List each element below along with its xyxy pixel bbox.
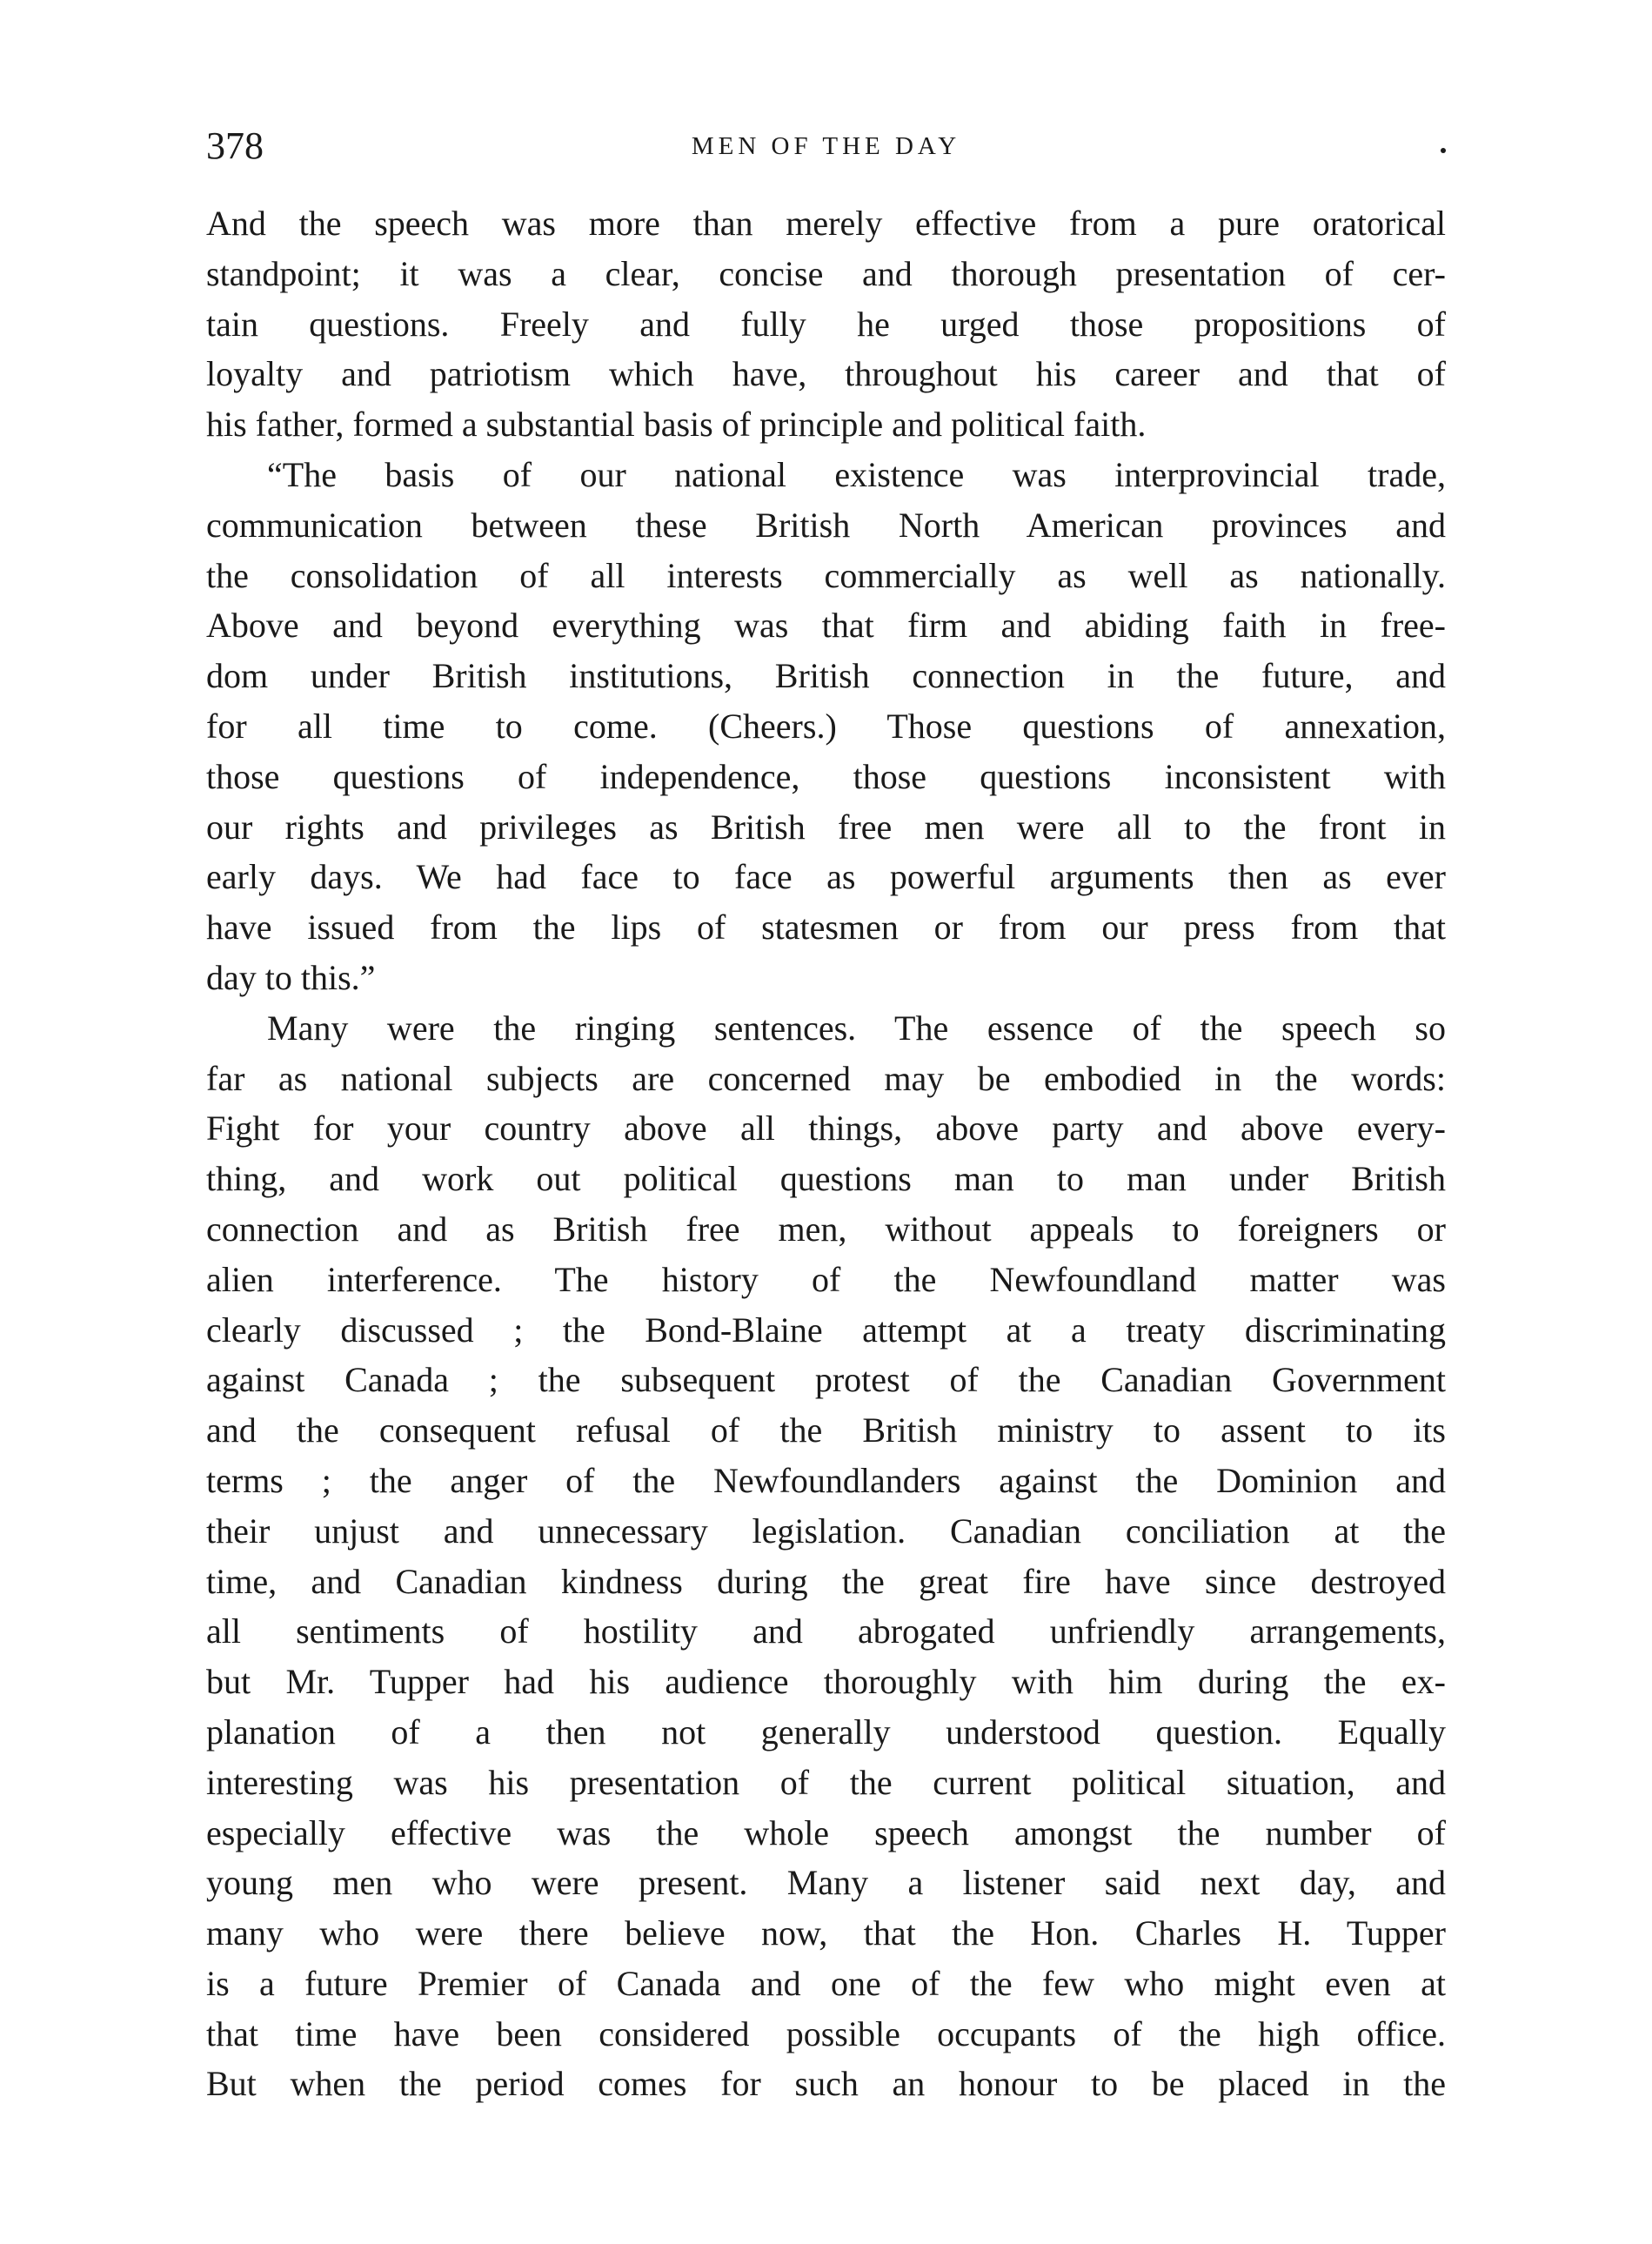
text-line: dom under British institutions, British connection in the future, and [206,656,1446,696]
text-line: Fight for your country above all things, above party and above every- [206,1109,1446,1149]
text-line: especially effective was the whole speech amongst the number of [206,1812,1446,1852]
text-line: many who were there believe now, that the Hon. Charles H. Tupper [206,1913,1446,1953]
page-header [206,120,1446,172]
text-line: is a future Premier of Canada and one of the few who might even at [206,1963,1446,2003]
running-head: MEN OF THE DAY [691,132,961,160]
text-line: day to this.” [206,957,376,997]
text-line: and the consequent refusal of the British ministry to assent to its [206,1410,1446,1450]
text-line: thing, and work out political questions man to man under British [206,1159,1446,1199]
text-line: clearly discussed ; the Bond-Blaine attempt at a treaty discriminating [206,1310,1446,1350]
text-line: But when the period comes for such an honour to be placed in the [206,2064,1446,2104]
text-line: but Mr. Tupper had his audience thoroughly with him during the ex- [206,1662,1446,1702]
text-line: tain questions. Freely and fully he urged those propositions of [206,304,1446,344]
text-line: the consolidation of all interests commercially as well as nationally. [206,555,1446,595]
text-line: early days. We had face to face as powerful arguments then as ever [206,857,1446,897]
text-line: Many were the ringing sentences. The essence of the speech so [267,1008,1446,1048]
text-line: those questions of independence, those questions inconsistent with [206,756,1446,796]
text-line: connection and as British free men, without appeals to foreigners or [206,1209,1446,1249]
body-text [206,198,1446,2109]
page-number: 378 [206,124,264,167]
text-line: time, and Canadian kindness during the great fire have since destroyed [206,1561,1446,1601]
paragraph [206,450,1446,1003]
text-line: for all time to come. (Cheers.) Those questions of annexation, [206,706,1446,746]
text-line: And the speech was more than merely effective from a pure oratorical [206,204,1446,243]
text-line: alien interference. The history of the Newfoundland matter was [206,1259,1446,1299]
text-line: interesting was his presentation of the current political situation, and [206,1762,1446,1802]
text-line: terms ; the anger of the Newfoundlanders against the Dominion and [206,1460,1446,1500]
text-line: communication between these British North American provinces and [206,505,1446,545]
text-line: against Canada ; the subsequent protest of the Canadian Government [206,1360,1446,1400]
text-line: far as national subjects are concerned may be embodied in the words: [206,1058,1446,1098]
print-speck [1441,148,1446,153]
text-line: planation of a then not generally understood question. Equally [206,1711,1446,1752]
text-line: our rights and privileges as British free men were all to the front in [206,807,1446,847]
text-line: standpoint; it was a clear, concise and thorough presentation of cer- [206,253,1446,293]
text-line: loyalty and patriotism which have, throughout his career and that of [206,354,1446,394]
paragraph [206,1003,1446,2110]
text-line: his father, formed a substantial basis of principle and political faith. [206,405,1147,445]
text-line: have issued from the lips of statesmen or from our press from that [206,908,1446,948]
text-line: their unjust and unnecessary legislation. Canadian conciliation at the [206,1511,1446,1551]
paragraph [206,198,1446,450]
text-line: young men who were present. Many a listener said next day, and [206,1863,1446,1903]
text-line: Above and beyond everything was that firm and abiding faith in free- [206,606,1446,646]
text-line: that time have been considered possible occupants of the high office. [206,2013,1446,2053]
text-line: “The basis of our national existence was interprovincial trade, [267,454,1446,494]
text-line: all sentiments of hostility and abrogated unfriendly arrangements, [206,1611,1446,1651]
